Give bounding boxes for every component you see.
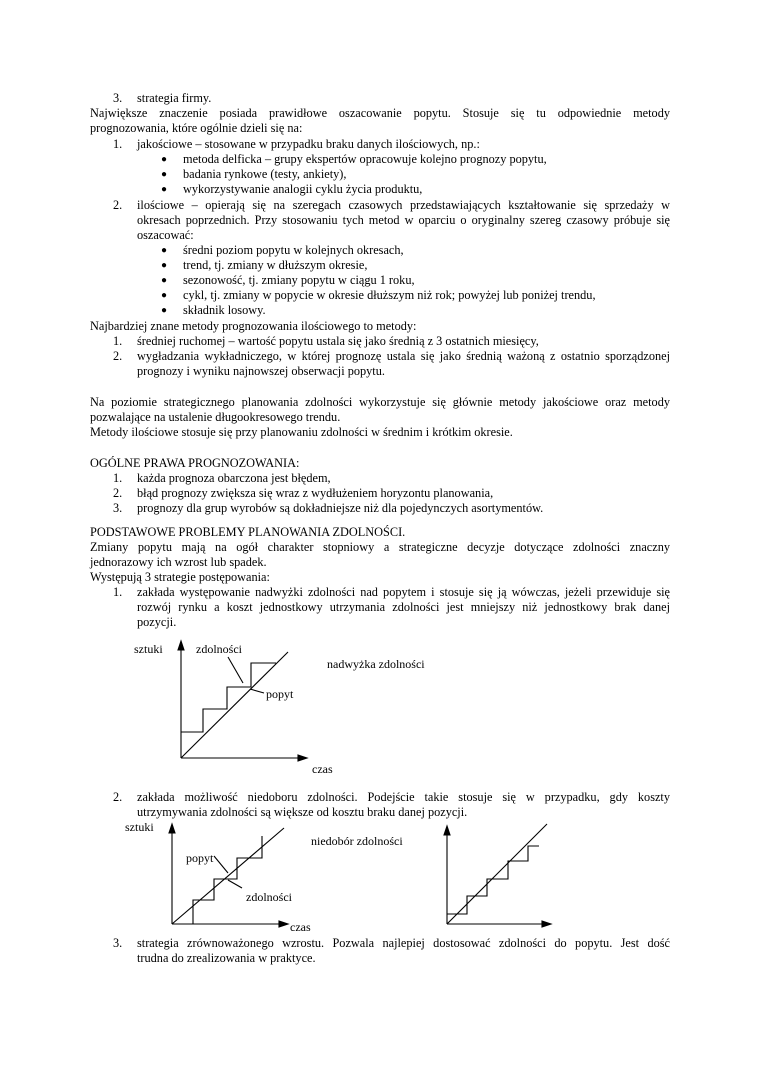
list-number: 2. [113,486,123,500]
bullet-icon: ● [161,260,168,271]
bullet-item: metoda delficka – grupy ekspertów opracowuje kolejno prognozy popytu, [183,152,547,166]
bullet-icon: ● [161,305,168,316]
paragraph-line: Występują 3 strategie postępowania: [90,570,270,584]
bullet-item: cykl, tj. zmiany w popycie w okresie dłuższym niż rok; powyżej lub poniżej trendu, [183,288,596,302]
figure2-title: niedobór zdolności [311,834,403,848]
bullet-icon: ● [161,290,168,301]
figure3-y-arrow-icon [444,826,450,835]
list-item: średniej ruchomej – wartość popytu ustala się jako średnią z 3 ostatnich miesięcy, [137,334,539,348]
bullet-item: wykorzystywanie analogii cyklu życia produktu, [183,182,423,196]
section-heading: OGÓLNE PRAWA PROGNOZOWANIA: [90,456,300,470]
bullet-item: sezonowość, tj. zmiany popytu w ciągu 1 roku, [183,273,415,287]
list-item: każda prognoza obarczona jest błędem, [137,471,331,485]
figure2-x-arrow-icon [279,921,288,927]
figure2-demand-label: popyt [186,851,214,865]
section-heading: PODSTAWOWE PROBLEMY PLANOWANIA ZDOLNOŚCI. [90,525,406,539]
list-number: 2. [113,790,123,804]
list-number: 3. [113,936,123,950]
paragraph-line: Metody ilościowe stosuje się przy planowaniu zdolności w średnim i krótkim okresie. [90,425,513,439]
figure1-title: nadwyżka zdolności [327,657,425,671]
list-item-continuation: oszacować: [137,228,194,242]
list-number: 3. [113,91,123,105]
figure1-y-axis-label: sztuki [134,642,163,656]
list-item: strategia zrównoważonego wzrostu. Pozwala najlepiej dostosować zdolności do popytu. Jest dość [137,936,670,950]
text-line: strategia firmy. [137,91,212,105]
list-number: 2. [113,349,123,363]
figure2-capacity-pointer [228,880,242,888]
paragraph-line: Najbardziej znane metody prognozowania ilościowego to metody: [90,319,417,333]
bullet-icon: ● [161,169,168,180]
paragraph-line: prognozowania, które ogólnie dzieli się na: [90,121,303,135]
bullet-icon: ● [161,154,168,165]
bullet-icon: ● [161,245,168,256]
paragraph-line: Największe znaczenie posiada prawidłowe oszacowanie popytu. Stosuje się tu odpowiednie metody [90,106,670,120]
paragraph-line: Zmiany popytu mają na ogół charakter stopniowy a strategiczne decyzje dotyczące zdolności znaczny [90,540,670,554]
list-number: 1. [113,585,123,599]
figure1-capacity-label: zdolności [196,642,242,656]
figure2-capacity-label: zdolności [246,890,292,904]
list-item: zakłada występowanie nadwyżki zdolności nad popytem i stosuje się ją wówczas, jeżeli przewiduje się [137,585,670,599]
bullet-item: średni poziom popytu w kolejnych okresach, [183,243,404,257]
list-item: jakościowe – stosowane w przypadku braku danych ilościowych, np.: [137,137,480,151]
list-number: 1. [113,334,123,348]
paragraph-line: Na poziomie strategicznego planowania zdolności wykorzystuje się głównie metody jakościowe oraz metody [90,395,670,409]
list-item-continuation: trudna do zrealizowania w praktyce. [137,951,316,965]
bullet-item: składnik losowy. [183,303,266,317]
figure1-x-axis-label: czas [312,762,333,776]
figure2-demand-pointer [214,856,228,873]
list-item: błąd prognozy zwiększa się wraz z wydłużeniem horyzontu planowania, [137,486,494,500]
figure2-x-axis-label: czas [290,920,311,934]
list-item-continuation: utrzymywania zdolności są większe od kosztu braku danej pozycji. [137,805,468,819]
figure3-x-arrow-icon [542,921,551,927]
figure2-y-axis-label: sztuki [125,820,154,834]
list-number: 3. [113,501,123,515]
list-item: wygładzania wykładniczego, w której prognozę ustala się jako średnią ważoną z ostatnio sporządzonej [137,349,670,363]
figure2-capacity-steps [172,836,262,924]
figure2-demand-line [172,828,284,924]
figure1-demand-label: popyt [266,687,294,701]
bullet-icon: ● [161,275,168,286]
paragraph-line: jednorazowy ich wzrost lub spadek. [90,555,267,569]
list-number: 1. [113,471,123,485]
list-item-continuation: pozycji. [137,615,177,629]
bullet-icon: ● [161,184,168,195]
list-item-continuation: okresach poprzednich. Przy stosowaniu tych metod w oparciu o oryginalny szereg czasowy próbuje się [137,213,670,227]
figure3-demand-line [447,824,547,924]
figure3-capacity-steps [447,846,539,914]
bullet-item: trend, tj. zmiany w dłuższym okresie, [183,258,368,272]
list-item-continuation: prognozy i wyniku najnowszej obserwacji popytu. [137,364,385,378]
list-item: zakłada możliwość niedoboru zdolności. Podejście takie stosuje się w przypadku, gdy koszty [137,790,670,804]
list-number: 2. [113,198,123,212]
list-item: ilościowe – opierają się na szeregach czasowych przedstawiających kształtowanie się sprzedaży w [137,198,670,212]
list-number: 1. [113,137,123,151]
list-item-continuation: rozwój rynku a koszt jednostkowy utrzymania zdolności jest mniejszy niż jednostkowy brak danej [137,600,670,614]
paragraph-line: pozwalające na ustalenie długookresowego trendu. [90,410,341,424]
list-item: prognozy dla grup wyrobów są dokładniejsze niż dla pojedynczych asortymentów. [137,501,544,515]
figure2-y-arrow-icon [169,824,175,833]
bullet-item: badania rynkowe (testy, ankiety), [183,167,347,181]
